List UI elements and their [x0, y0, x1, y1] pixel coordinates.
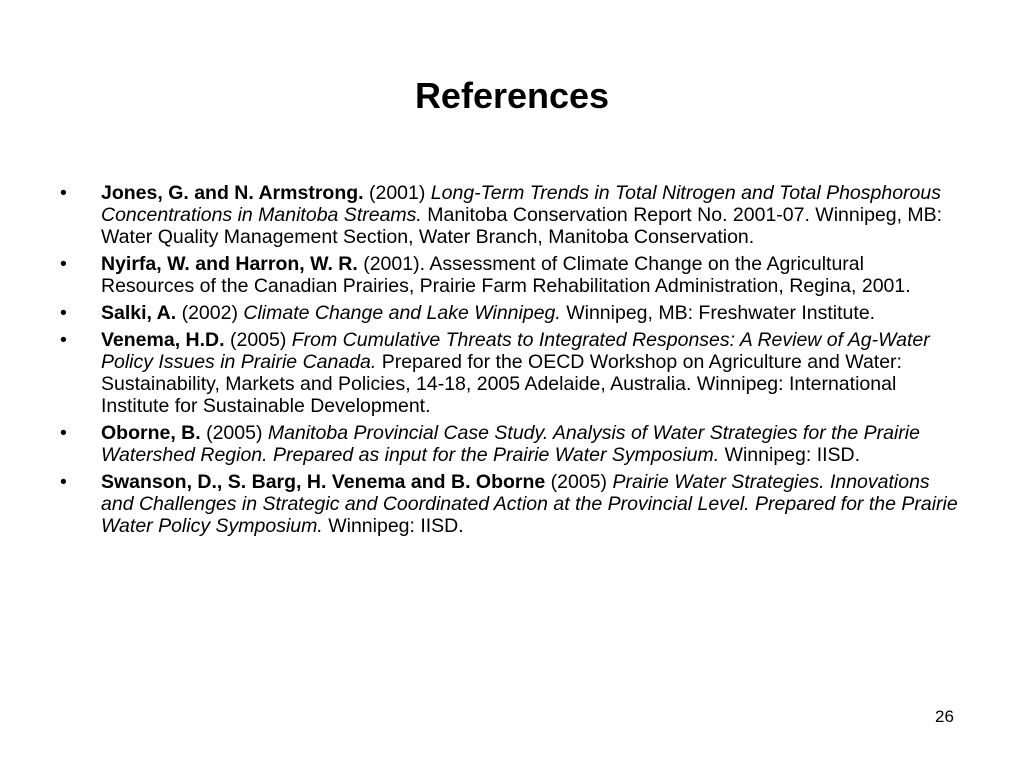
reference-details: Winnipeg: IISD. — [719, 444, 861, 466]
reference-year: (2002) — [176, 302, 244, 324]
reference-year: (2001) — [363, 182, 431, 204]
reference-work-title: Manitoba Provincial Case Study. Analysis of Water Strategies for the Prairie Watershed Region. Prepared as input for the Prairie Water Symposium. — [101, 422, 920, 466]
reference-work-title: Long-Term Trends in Total Nitrogen and Total Phosphorous Concentrations in Manitoba Streams. — [101, 182, 941, 226]
reference-item — [60, 422, 960, 466]
reference-item — [60, 329, 960, 417]
reference-author: Venema, H.D. — [101, 329, 225, 351]
reference-details: Winnipeg: IISD. — [322, 515, 464, 537]
reference-item — [60, 253, 960, 297]
bullet-icon: • — [60, 253, 67, 275]
reference-year: (2005) — [545, 471, 613, 493]
reference-author: Salki, A. — [101, 302, 177, 324]
reference-item — [60, 182, 960, 248]
reference-author: Nyirfa, W. and Harron, W. R. — [101, 253, 358, 275]
reference-year: (2005) — [224, 329, 292, 351]
reference-author: Swanson, D., S. Barg, H. Venema and B. Oborne — [101, 471, 546, 493]
bullet-icon: • — [60, 471, 67, 493]
reference-details: Winnipeg, MB: Freshwater Institute. — [560, 302, 876, 324]
reference-list — [60, 182, 960, 542]
bullet-icon: • — [60, 302, 67, 324]
slide-title: References — [414, 75, 610, 116]
reference-details: Assessment of Climate Change on the Agricultural Resources of the Canadian Prairies, Prairie Farm Rehabilitation Administration, Regina, 2001. — [101, 253, 911, 297]
reference-item — [60, 302, 960, 324]
reference-work-title: Prairie Water Strategies. Innovations and Challenges in Strategic and Coordinated Action at the Provincial Level. Prepared for the Prairie Water Policy Symposium. — [101, 471, 958, 537]
reference-author: Jones, G. and N. Armstrong. — [101, 182, 364, 204]
bullet-icon: • — [60, 329, 67, 351]
reference-work-title: Climate Change and Lake Winnipeg. — [243, 302, 561, 324]
bullet-icon: • — [60, 422, 67, 444]
bullet-icon: • — [60, 182, 67, 204]
reference-work-title: From Cumulative Threats to Integrated Responses: A Review of Ag-Water Policy Issues in Prairie Canada. — [101, 329, 930, 373]
reference-item — [60, 471, 960, 537]
page-number: 26 — [935, 707, 954, 726]
reference-details: Manitoba Conservation Report No. 2001-07. Winnipeg, MB: Water Quality Management Section, Water Branch, Manitoba Conservation. — [101, 204, 943, 248]
reference-details: Prepared for the OECD Workshop on Agriculture and Water: Sustainability, Markets and Policies, 14-18, 2005 Adelaide, Australia. Winnipeg: International Institute for Sustainable Development. — [101, 351, 902, 417]
reference-year: (2001). — [357, 253, 430, 275]
reference-year: (2005) — [200, 422, 268, 444]
reference-author: Oborne, B. — [101, 422, 201, 444]
